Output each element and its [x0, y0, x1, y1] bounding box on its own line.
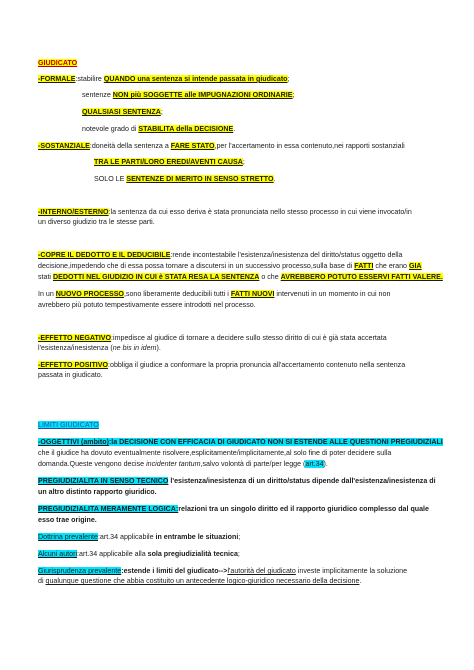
- sentenze-line: sentenze NON più SOGGETTE alle IMPUGNAZIONI ORDINARIE;: [82, 91, 295, 99]
- tecnico-line-2: un altro distinto rapporto giuridico.: [38, 488, 157, 496]
- negativo-line-1: -EFFETTO NEGATIVO:impedisce al giudice di tornare a decidere sullo stesso diritto di cui è già stata accertata: [38, 334, 387, 342]
- tecnico-line-1: PREGIUDIZIALITA IN SENSO TECNICO l'esistenza/inesistenza di un diritto/status dipende dall'esistenza/inesistenza di: [38, 477, 436, 485]
- logica-line-1: PREGIUDIZIALITA MERAMENTE LOGICA:relazioni tra un singolo diritto ed il rapporto giuridico complesso dal quale: [38, 505, 429, 513]
- dottrina-line: Dottrina prevalente:art.34 applicabile in entrambe le situazioni;: [38, 533, 241, 541]
- oggettivi-line-1: -OGGETTIVI (ambito):la DECISIONE CON EFFICACIA DI GIUDICATO NON SI ESTENDE ALLE QUESTIONI PREGIUDIZIALI: [38, 438, 443, 446]
- coprire-line-1: -COPRE IL DEDOTTO E IL DEDUCIBILE:rende incontestabile l'esistenza/inesistenza del diritto/status oggetto della: [38, 251, 403, 259]
- logica-line-2: esso trae origine.: [38, 516, 97, 524]
- positivo-line-2: passata in giudicato.: [38, 371, 103, 379]
- positivo-line-1: -EFFETTO POSITIVO:obbliga il giudice a conformare la propria pronuncia all'accertamento contenuto nella sentenza: [38, 361, 406, 369]
- section-title-giudicato: GIUDICATO: [38, 59, 78, 67]
- coprire-line-2: decisione,impedendo che di essa possa tornare a discutersi in un successivo processo,sulla base di FATTI che erano GIA: [38, 262, 422, 270]
- coprire-line-3: stati DEDOTTI NEL GIUDIZIO IN CUI è STATA RESA LA SENTENZA o che AVREBBERO POTUTO ESSERVI FATTI VALERE.: [38, 273, 443, 281]
- qualsiasi-line: QUALSIASI SENTENZA;: [82, 108, 163, 116]
- solo-line: SOLO LE SENTENZE DI MERITO IN SENSO STRETTO.: [94, 175, 276, 183]
- nuovo-line-1: In un NUOVO PROCESSO,sono liberamente deducibili tutti i FATTI NUOVI intervenuti in un momento in cui non: [38, 290, 391, 298]
- negativo-line-2: l'esistenza/inesistenza (ne bis in idem).: [38, 344, 161, 352]
- interno-line-1: -INTERNO/ESTERNO:la sentenza da cui esso deriva è stata pronunciata nello stesso processo in cui viene invocato/in: [38, 208, 412, 216]
- notevole-line: notevole grado di STABILITA della DECISIONE.: [82, 125, 236, 133]
- parti-line: TRA LE PARTI/LORO EREDI/AVENTI CAUSA;: [94, 158, 245, 166]
- giuri-line-1: Giurisprudenza prevalente:estende i limiti del giudicato-->l'autorità del giudicato investe implicitamente la soluzione: [38, 567, 408, 575]
- interno-line-2: un diverso giudizio tra le stesse parti.: [38, 218, 155, 226]
- giuri-line-2: di qualunque questione che abbia costituito un antecedente logico-giuridico necessario della decisione.: [38, 577, 362, 585]
- alcuni-line: Alcuni autori:art.34 applicabile alla sola pregiudizialità tecnica;: [38, 550, 240, 558]
- nuovo-line-2: avrebbero più potuto tempestivamente essere introdotti nel processo.: [38, 301, 256, 309]
- sostanziale-line: -SOSTANZIALE:doneità della sentenza a FARE STATO,per l'accertamento in essa contenuto,nei rapporti sostanziali: [38, 142, 405, 150]
- section-title-limiti: LIMITI GIUDICATO: [38, 421, 99, 429]
- oggettivi-line-2: che il giudice ha dovuto eventualmente risolvere,esplicitamente/implicitamente,al solo fine di poter decidere sulla: [38, 449, 392, 457]
- formale-line: -FORMALE:stabilire QUANDO una sentenza si intende passata in giudicato;: [38, 75, 290, 83]
- oggettivi-line-3: domanda.Queste vengono decise incidenter tantum,salvo volontà di parte/per legge (art.34).: [38, 460, 328, 468]
